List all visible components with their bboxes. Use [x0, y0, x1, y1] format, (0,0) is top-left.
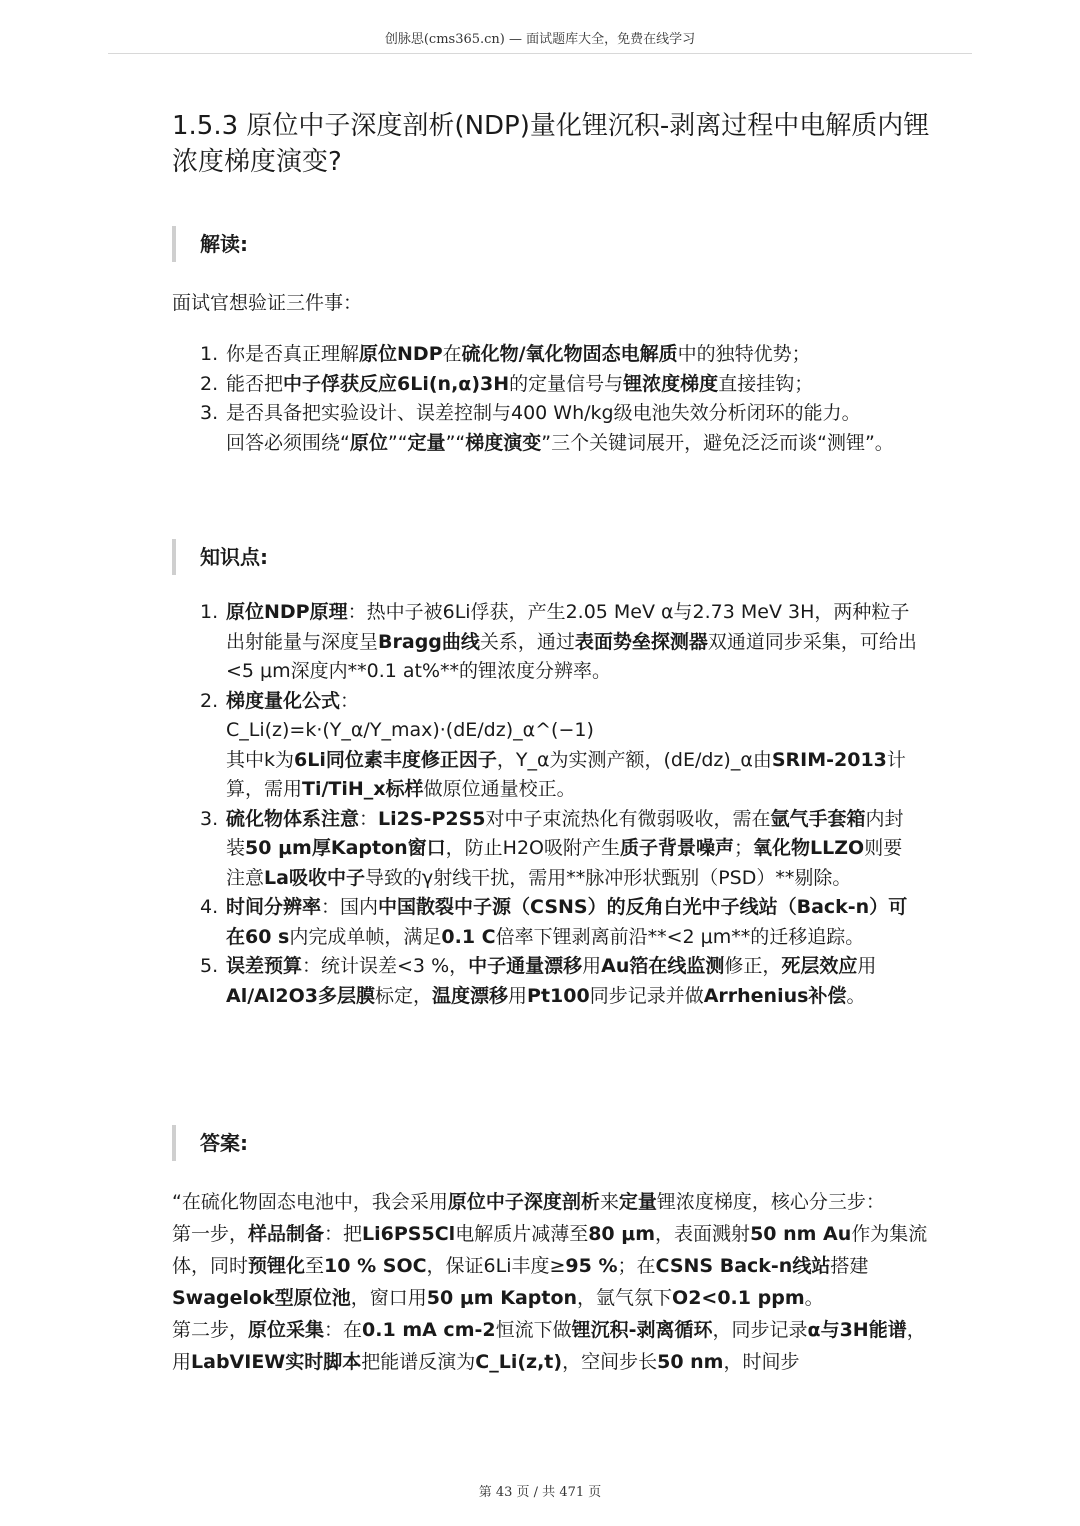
bold-term: 误差预算: [226, 955, 303, 977]
bold-term: 原位: [349, 431, 388, 454]
list-number: 2.: [200, 689, 219, 712]
list-item: [200, 370, 920, 400]
list-item-text: [226, 690, 359, 712]
bold-term: 定量: [618, 1191, 657, 1213]
text-run: 把能谱反演为: [361, 1351, 476, 1373]
bold-term: 原位NDP: [359, 343, 443, 365]
bold-term: Arrhenius补偿: [703, 984, 847, 1007]
bold-term: 表面势垒探测器: [574, 630, 708, 653]
text-run: C_Li(z)=k·(Y_α/Y_max)·(dE/dz)_α^(−1): [226, 719, 594, 741]
bold-term: 氩气手套箱: [770, 807, 866, 830]
bold-term: LabVIEW实时脚本: [191, 1351, 362, 1373]
text-run: 用: [508, 984, 528, 1007]
text-run: 倍率下锂剥离前沿**<2 μm**的迁移追踪。: [495, 925, 865, 948]
list-item: [200, 340, 920, 370]
interpretation-intro: 面试官想验证三件事：: [172, 292, 363, 314]
text-run: 标定，: [374, 984, 432, 1007]
text-run: 其中k为: [226, 748, 295, 771]
text-run: ，表面溅射: [655, 1223, 751, 1245]
text-run: 对中子束流热化有微弱吸收，需在: [485, 807, 771, 830]
list-item-text: [226, 601, 917, 682]
text-run: ，空间步长: [562, 1351, 658, 1373]
bold-term: O2<0.1 ppm: [672, 1287, 805, 1309]
text-run: 恒流下做: [495, 1319, 572, 1341]
bold-term: 50 nm Au: [750, 1223, 852, 1245]
text-run: 第二步，: [172, 1319, 249, 1341]
bold-term: 50 nm: [657, 1351, 724, 1373]
text-run: “在硫化物固态电池中，我会采用: [172, 1191, 448, 1213]
bold-term: 95 %: [565, 1255, 618, 1277]
bold-term: Li2S-P2S5: [378, 807, 486, 830]
answer-body: [172, 1186, 928, 1378]
text-run: 的定量信号与: [509, 372, 624, 395]
text-run: 关系，通过: [479, 630, 575, 653]
list-item-text: [226, 896, 907, 948]
bold-term: 中子通量漂移: [468, 955, 583, 977]
list-item: [200, 687, 920, 805]
list-item-text: [226, 343, 811, 365]
text-run: 是否具备把实验设计、误差控制与400 Wh/kg级电池失效分析闭环的能力。: [226, 402, 861, 424]
bold-term: CSNS Back-n线站: [655, 1255, 831, 1277]
bold-term: La吸收中子: [264, 866, 365, 889]
text-run: ，窗口用: [350, 1287, 427, 1309]
list-item: [200, 598, 920, 687]
bold-term: Au箔在线监测: [601, 955, 725, 977]
list-number: 3.: [200, 807, 219, 830]
bold-term: 中国散裂中子源（CSNS）的反角白光中子线站（Back-n）可在60 s: [226, 896, 908, 948]
text-run: ，用: [172, 1319, 926, 1373]
bold-term: 时间分辨率: [226, 896, 322, 918]
text-run: 做原位通量校正。: [423, 778, 576, 800]
list-item-text: [226, 955, 876, 1007]
text-run: ；: [734, 837, 754, 859]
list-number: 2.: [200, 372, 219, 395]
bold-term: 锂浓度梯度: [623, 372, 719, 395]
interpretation-list: [200, 340, 920, 458]
text-run: 回答必须围绕“: [226, 431, 350, 454]
text-run: ，同步记录: [712, 1319, 808, 1341]
text-run: ：: [359, 807, 379, 830]
answer-paragraph: [172, 1218, 928, 1314]
text-run: 双通道同步采集，可给出<5 μm深度内**0.1 at%**的锂浓度分辨率。: [226, 630, 917, 682]
bold-term: 原位中子深度剖析: [447, 1191, 600, 1213]
bold-term: SRIM-2013: [771, 748, 887, 771]
knowledge-list: [200, 598, 920, 1011]
list-item: [200, 893, 920, 952]
text-run: 内封装: [226, 807, 904, 859]
text-run: ：国内: [321, 896, 379, 918]
bold-term: 6Li同位素丰度修正因子: [294, 748, 497, 771]
bold-term: 10 % SOC: [324, 1255, 427, 1277]
text-run: 至: [305, 1255, 325, 1277]
page-footer: 第 43 页 / 共 471 页: [478, 1485, 602, 1500]
text-run: ：统计误差<3 %，: [302, 955, 469, 977]
list-item-text: [226, 808, 904, 889]
page-header: 创脉思(cms365.cn) — 面试题库大全，免费在线学习: [384, 32, 696, 47]
bold-term: Ti/TiH_x标样: [302, 778, 424, 800]
text-run: ，防止H2O吸附产生: [445, 837, 621, 859]
bold-term: 硫化物/氧化物固态电解质: [461, 343, 678, 365]
bold-term: 样品制备: [248, 1223, 325, 1245]
section-heading-knowledge: 知识点:: [172, 539, 268, 575]
list-item-text: [226, 402, 861, 424]
list-number: 1.: [200, 343, 219, 365]
text-run: 第一步，: [172, 1223, 249, 1245]
answer-paragraph: [172, 1186, 928, 1218]
header-divider: [108, 53, 972, 54]
bold-term: 死层效应: [781, 955, 858, 977]
text-run: 修正，: [724, 955, 782, 977]
text-run: 则要注意: [226, 837, 903, 889]
bold-term: Swagelok型原位池: [172, 1287, 351, 1309]
text-run: 直接挂钩；: [718, 372, 814, 395]
bold-term: 原位NDP原理: [226, 601, 348, 623]
bold-term: Pt100: [527, 984, 590, 1007]
text-run: 电解质片减薄至: [455, 1223, 589, 1245]
bold-term: Bragg曲线: [378, 630, 480, 653]
bold-term: 50 μm厚Kapton窗口: [245, 837, 446, 859]
text-run: ，氩气氛下: [577, 1287, 673, 1309]
text-run: 能否把: [226, 372, 284, 395]
bold-term: 梯度量化公式: [226, 689, 341, 712]
bold-term: 质子背景噪声: [620, 837, 735, 859]
text-run: 用: [857, 955, 877, 977]
text-run: 在: [442, 343, 462, 365]
bold-term: 中子俘获反应6Li(n,α)3H: [283, 372, 510, 395]
text-run: 你是否真正理解: [226, 343, 360, 365]
text-run: ：把: [324, 1223, 363, 1245]
list-number: 5.: [200, 955, 219, 977]
bold-term: 温度漂移: [431, 984, 508, 1007]
bold-term: 原位采集: [248, 1319, 325, 1341]
text-run: ”“: [445, 431, 466, 454]
text-run: 。: [804, 1287, 824, 1309]
list-item: [200, 805, 920, 894]
list-item: [200, 952, 920, 1011]
list-item-line: [226, 746, 920, 805]
text-run: ，时间步: [723, 1351, 800, 1373]
bold-term: 硫化物体系注意: [226, 807, 360, 830]
bold-term: 锂沉积-剥离循环: [571, 1319, 713, 1341]
text-run: 来: [599, 1191, 619, 1213]
list-number: 4.: [200, 896, 219, 918]
text-run: ”三个关键词展开，避免泛泛而谈“测锂”。: [541, 431, 894, 454]
text-run: 用: [582, 955, 602, 977]
text-run: ，Y_α为实测产额，(dE/dz)_α由: [496, 748, 772, 771]
list-item: [200, 399, 920, 458]
text-run: 计算，需用: [226, 748, 906, 800]
list-number: 3.: [200, 402, 219, 424]
text-run: 搭建: [830, 1255, 869, 1277]
question-title: 1.5.3 原位中子深度剖析(NDP)量化锂沉积-剥离过程中电解质内锂浓度梯度演变?: [172, 111, 930, 177]
text-run: ：: [340, 689, 360, 712]
bold-term: α与3H能谱: [807, 1319, 907, 1341]
answer-paragraph: [172, 1314, 928, 1378]
list-item-text: [226, 373, 813, 395]
bold-term: 氧化物LLZO: [753, 837, 865, 859]
list-item-note: [226, 429, 920, 459]
text-run: ；在: [617, 1255, 656, 1277]
bold-term: Li6PS5Cl: [362, 1223, 456, 1245]
text-run: ：热中子被6Li俘获，产生2.05 MeV α与2.73 MeV 3H，两种粒子出射能量与深度呈: [226, 601, 910, 653]
text-run: 导致的γ射线干扰，需用**脉冲形状甄别（PSD）**剔除。: [364, 866, 852, 889]
text-run: 中的独特优势；: [677, 343, 811, 365]
text-run: 。: [846, 984, 866, 1007]
section-heading-interpretation: 解读:: [172, 226, 248, 262]
bold-term: 0.1 mA cm-2: [362, 1319, 496, 1341]
bold-term: 0.1 C: [441, 925, 496, 948]
bold-term: 80 μm: [588, 1223, 656, 1245]
text-run: 同步记录并做: [589, 984, 704, 1007]
text-run: 作为集流体，同时: [172, 1223, 928, 1277]
bold-term: 50 μm Kapton: [426, 1287, 578, 1309]
list-item-line: [226, 716, 920, 746]
bold-term: 梯度演变: [465, 431, 542, 454]
bold-term: 定量: [407, 431, 446, 454]
bold-term: 预锂化: [248, 1255, 306, 1277]
bold-term: Al/Al2O3多层膜: [226, 984, 375, 1007]
text-run: ，保证6Li丰度≥: [426, 1255, 566, 1277]
bold-term: C_Li(z,t): [475, 1351, 563, 1373]
text-run: ：在: [324, 1319, 363, 1341]
list-number: 1.: [200, 601, 219, 623]
text-run: ”“: [387, 431, 408, 454]
text-run: 内完成单帧，满足: [289, 925, 442, 948]
text-run: 锂浓度梯度，核心分三步：: [656, 1191, 885, 1213]
section-heading-answer: 答案:: [172, 1125, 248, 1161]
